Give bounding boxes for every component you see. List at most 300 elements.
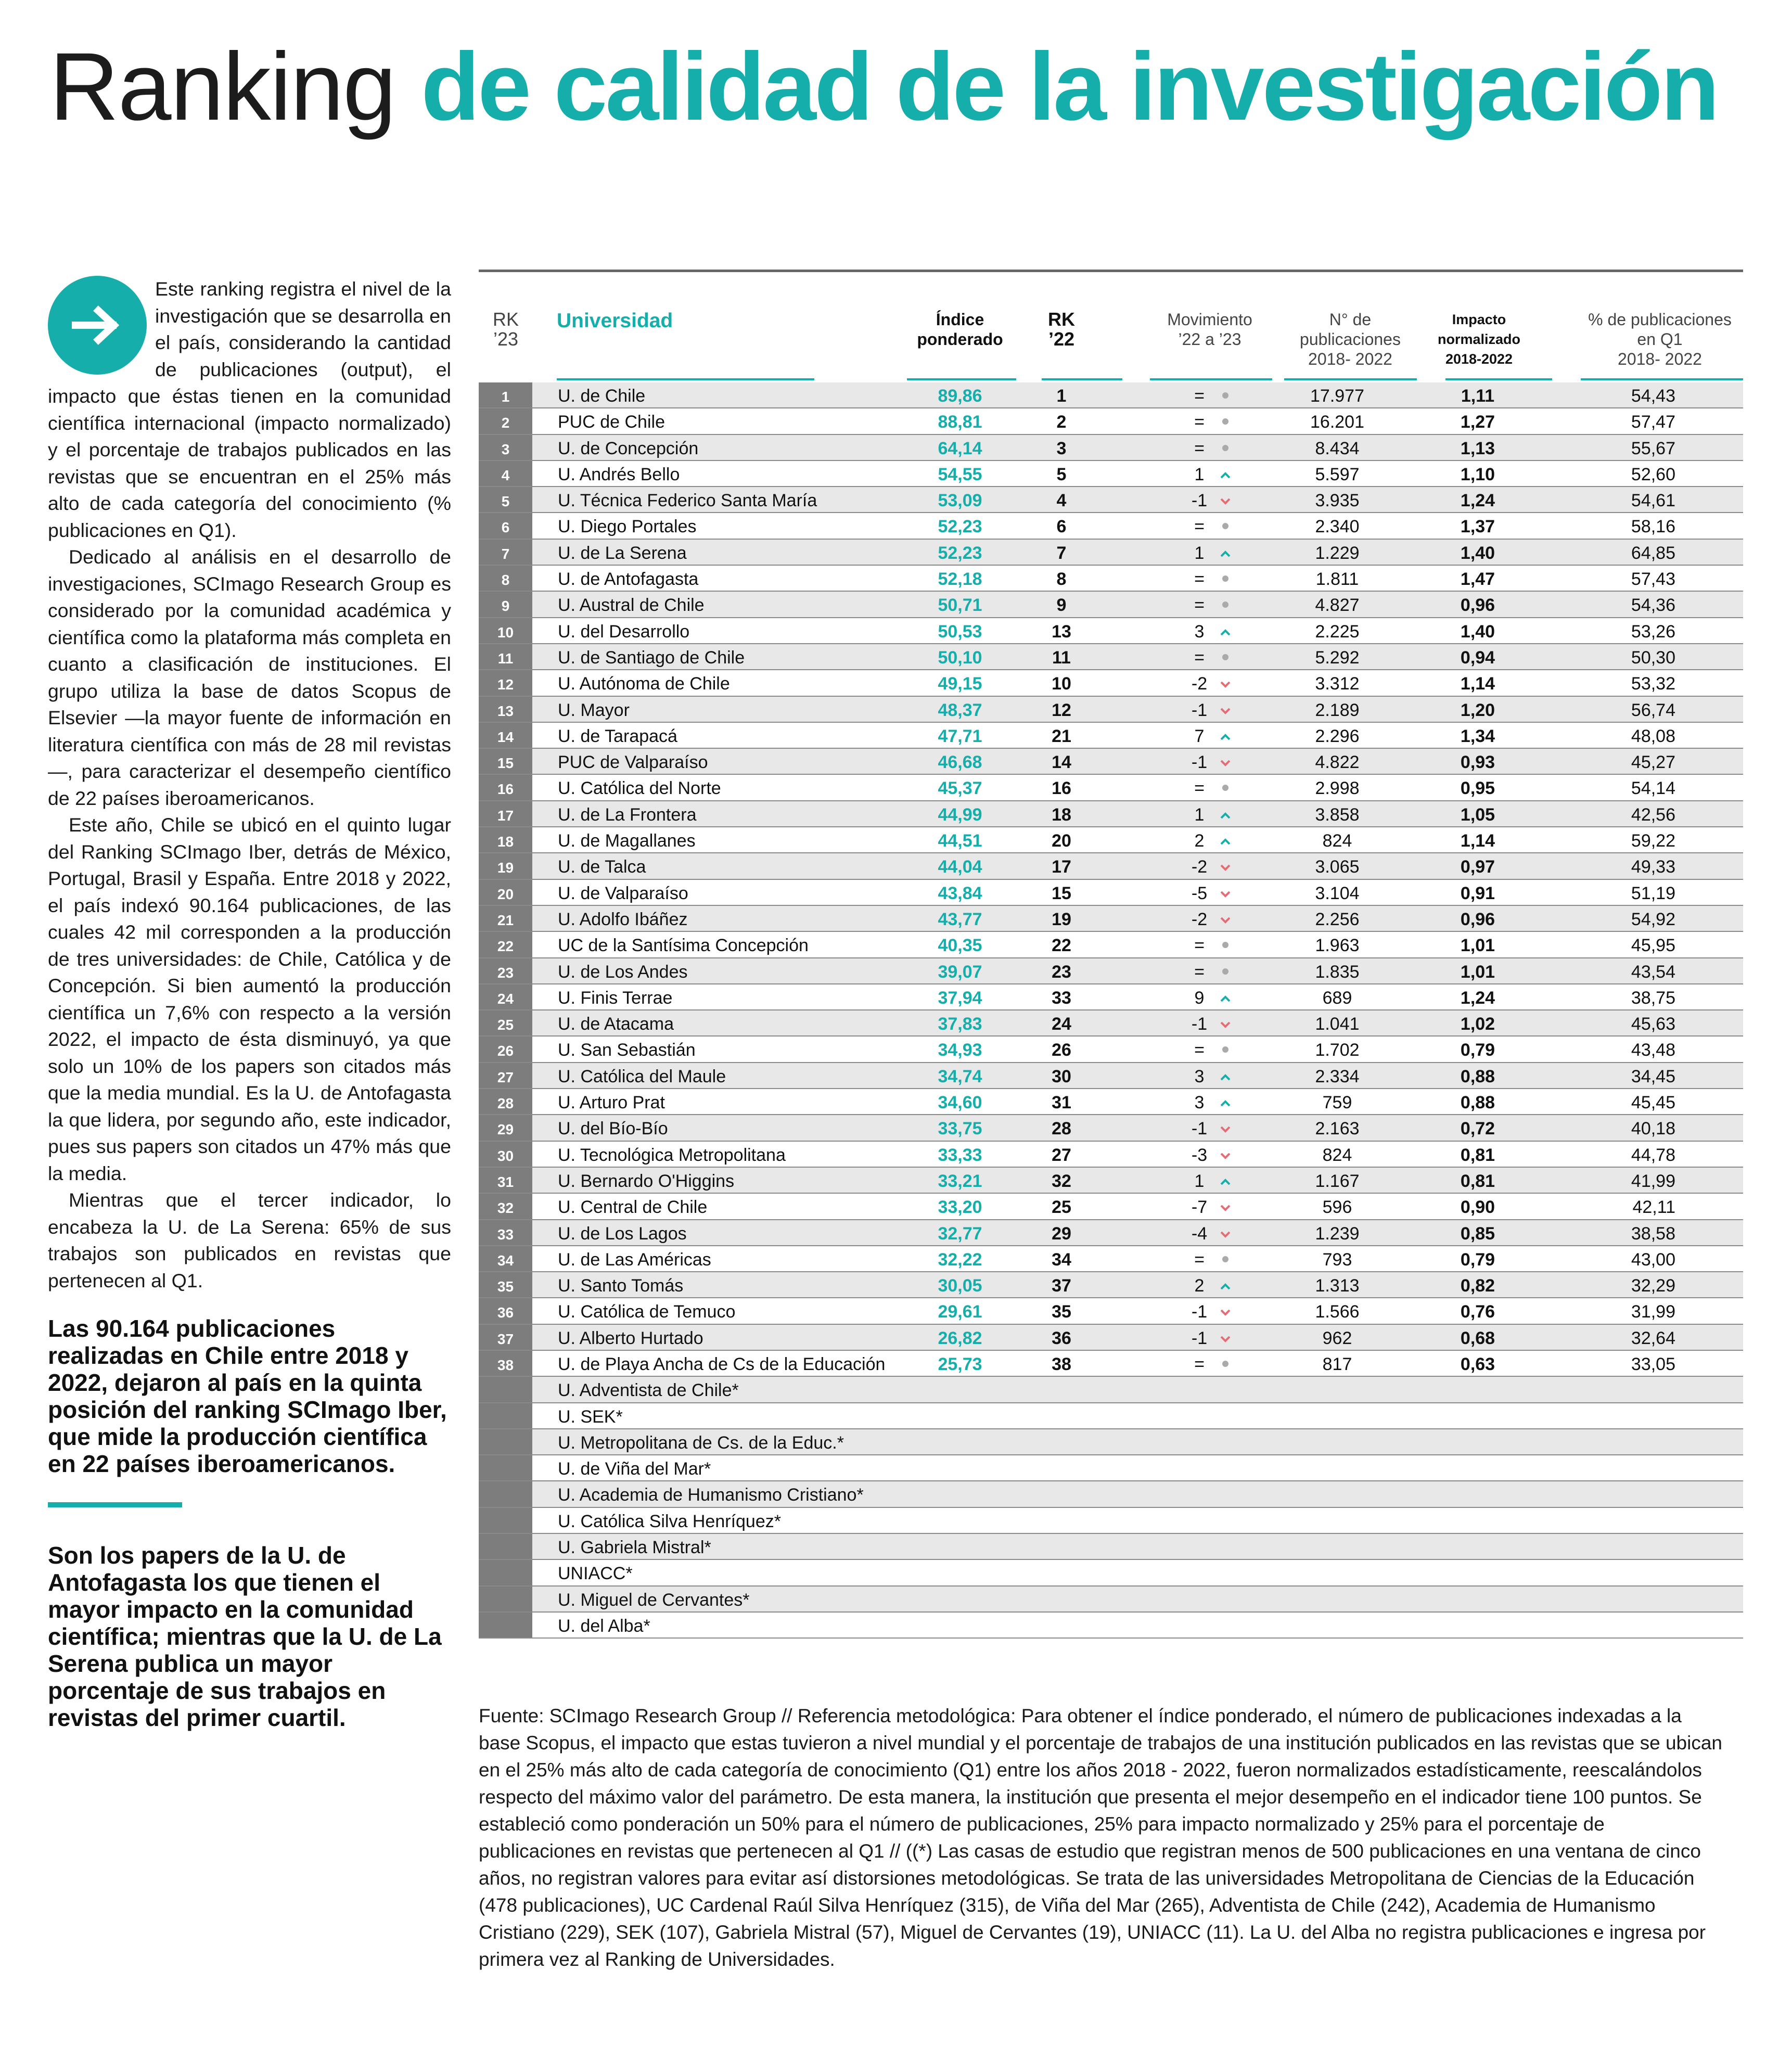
rank-cell: 5 bbox=[501, 493, 510, 510]
rank-cell: 32 bbox=[497, 1200, 514, 1217]
university-name: U. de Playa Ancha de Cs de la Educación bbox=[558, 1354, 886, 1374]
q1-percentage: 54,36 bbox=[1631, 595, 1675, 616]
dot-icon bbox=[1218, 439, 1233, 458]
table-row bbox=[479, 540, 1743, 566]
indice-ponderado: 44,51 bbox=[938, 831, 982, 851]
row-background bbox=[532, 1010, 1743, 1035]
q1-percentage: 45,95 bbox=[1631, 936, 1675, 956]
rk22-cell: 23 bbox=[1052, 962, 1071, 982]
movement-value: -1 bbox=[1191, 700, 1208, 720]
dot-icon bbox=[1218, 962, 1233, 982]
movement-value: 1 bbox=[1194, 464, 1205, 484]
publications-count: 817 bbox=[1322, 1354, 1352, 1374]
impacto-normalizado: 0,88 bbox=[1460, 1066, 1495, 1086]
movement-value: 3 bbox=[1194, 1093, 1205, 1113]
movement-value: 2 bbox=[1194, 831, 1205, 851]
university-name: U. de Talca bbox=[558, 857, 646, 877]
impacto-normalizado: 0,96 bbox=[1460, 595, 1495, 616]
chevron-up-icon bbox=[1218, 543, 1233, 563]
header-underline bbox=[1284, 378, 1417, 380]
publications-count: 16.201 bbox=[1310, 412, 1364, 432]
header-movimiento: Movimiento ’22 a ’23 bbox=[1167, 310, 1252, 349]
table-row bbox=[479, 1142, 1743, 1168]
table-row bbox=[479, 932, 1743, 958]
chevron-down-icon bbox=[1218, 1224, 1233, 1244]
row-background bbox=[532, 853, 1743, 878]
publications-count: 2.296 bbox=[1315, 726, 1360, 746]
row-background bbox=[532, 540, 1743, 565]
table-row bbox=[479, 461, 1743, 487]
row-background bbox=[532, 697, 1743, 722]
movement-value: 9 bbox=[1194, 988, 1205, 1008]
indice-ponderado: 52,23 bbox=[938, 543, 982, 563]
chevron-down-icon bbox=[1218, 910, 1233, 929]
university-name: U. de Concepción bbox=[558, 438, 699, 458]
header-underline bbox=[1042, 378, 1122, 380]
university-name: U. San Sebastián bbox=[558, 1040, 696, 1060]
university-name: U. Gabriela Mistral* bbox=[558, 1538, 711, 1558]
q1-percentage: 43,54 bbox=[1631, 962, 1675, 982]
university-name: U. Finis Terrae bbox=[558, 988, 673, 1008]
q1-percentage: 31,99 bbox=[1631, 1302, 1675, 1322]
table-row bbox=[479, 1272, 1743, 1298]
header-q1: % de publicaciones en Q1 2018- 2022 bbox=[1588, 310, 1732, 368]
publications-count: 1.167 bbox=[1315, 1171, 1360, 1191]
rk22-cell: 4 bbox=[1056, 491, 1067, 511]
table-row bbox=[479, 1115, 1743, 1141]
row-background bbox=[532, 1272, 1743, 1297]
publications-count: 1.239 bbox=[1315, 1223, 1360, 1244]
indice-ponderado: 34,60 bbox=[938, 1093, 982, 1113]
movement-value: = bbox=[1194, 778, 1205, 799]
publications-count: 2.998 bbox=[1315, 778, 1360, 799]
rk22-cell: 13 bbox=[1052, 621, 1071, 642]
movement-value: = bbox=[1194, 936, 1205, 956]
rk22-cell: 1 bbox=[1056, 386, 1067, 406]
header-underline bbox=[907, 378, 1016, 380]
row-background bbox=[532, 749, 1743, 774]
rank-cell: 1 bbox=[501, 389, 510, 405]
row-background bbox=[532, 382, 1743, 407]
university-name: U. del Bío-Bío bbox=[558, 1119, 668, 1139]
university-name: U. Autónoma de Chile bbox=[558, 674, 730, 694]
q1-percentage: 45,63 bbox=[1631, 1014, 1675, 1034]
movement-value: = bbox=[1194, 962, 1205, 982]
q1-percentage: 42,56 bbox=[1631, 804, 1675, 825]
publications-count: 962 bbox=[1322, 1328, 1352, 1348]
rank-cell: 4 bbox=[501, 467, 510, 483]
table-row bbox=[479, 1220, 1743, 1246]
rk22-cell: 30 bbox=[1052, 1066, 1071, 1086]
publications-count: 3.065 bbox=[1315, 857, 1360, 877]
q1-percentage: 49,33 bbox=[1631, 857, 1675, 877]
indice-ponderado: 48,37 bbox=[938, 700, 982, 720]
arrow-right-icon bbox=[48, 276, 147, 375]
chevron-down-icon bbox=[1218, 857, 1233, 877]
impacto-normalizado: 1,40 bbox=[1460, 621, 1495, 642]
university-name: U. Miguel de Cervantes* bbox=[558, 1590, 750, 1610]
dot-icon bbox=[1218, 569, 1233, 589]
impacto-normalizado: 1,24 bbox=[1460, 491, 1495, 511]
indice-ponderado: 50,53 bbox=[938, 621, 982, 642]
rk22-cell: 16 bbox=[1052, 778, 1071, 799]
rank-cell: 18 bbox=[497, 834, 514, 850]
chevron-down-icon bbox=[1218, 491, 1233, 510]
movement-value: -1 bbox=[1191, 1014, 1208, 1034]
dot-icon bbox=[1218, 386, 1233, 406]
q1-percentage: 43,48 bbox=[1631, 1040, 1675, 1060]
movement-value: 7 bbox=[1194, 726, 1205, 746]
intro-paragraph-4: Mientras que el tercer indicador, lo encabeza la U. de La Serena: 65% de sus trabajos son publicados en revistas que pertenecen al Q1. bbox=[48, 1189, 451, 1291]
university-name: UNIACC* bbox=[558, 1564, 633, 1584]
impacto-normalizado: 1,37 bbox=[1460, 517, 1495, 537]
publications-count: 2.256 bbox=[1315, 909, 1360, 929]
movement-value: -4 bbox=[1191, 1223, 1208, 1244]
rk22-cell: 31 bbox=[1052, 1093, 1071, 1113]
chevron-down-icon bbox=[1218, 1197, 1233, 1217]
rk22-cell: 5 bbox=[1056, 464, 1067, 484]
rank-cell: 28 bbox=[497, 1095, 514, 1112]
header-underline bbox=[1150, 378, 1272, 380]
university-name: U. Central de Chile bbox=[558, 1197, 708, 1218]
indice-ponderado: 26,82 bbox=[938, 1328, 982, 1348]
intro-paragraph-2: Dedicado al análisis en el desarrollo de investigaciones, SCImago Research Group es considerado por la comunidad académica y científica como la plataforma más completa en cuanto a clasificación de instituciones. El grupo utiliza la base de datos Scopus de Elsevier —la mayor fuente de información en literatura científica con más de 28 mil revistas—, para caracterizar el desempeño científico de 22 países iberoamericanos. bbox=[48, 546, 451, 809]
header-underline bbox=[557, 378, 814, 380]
rk22-cell: 25 bbox=[1052, 1197, 1071, 1218]
chevron-up-icon bbox=[1218, 1067, 1233, 1086]
impacto-normalizado: 0,95 bbox=[1460, 778, 1495, 799]
rk22-cell: 34 bbox=[1052, 1249, 1071, 1270]
chevron-down-icon bbox=[1218, 1302, 1233, 1322]
rk22-cell: 28 bbox=[1052, 1119, 1071, 1139]
university-name: U. Andrés Bello bbox=[558, 464, 680, 484]
university-name: U. SEK* bbox=[558, 1406, 623, 1427]
table-row bbox=[479, 697, 1743, 723]
movement-value: -1 bbox=[1191, 491, 1208, 511]
page-title bbox=[49, 33, 1718, 140]
rank-cell: 31 bbox=[497, 1173, 514, 1190]
q1-percentage: 54,61 bbox=[1631, 491, 1675, 511]
movement-value: = bbox=[1194, 595, 1205, 616]
movement-value: -5 bbox=[1191, 883, 1208, 903]
table-row bbox=[479, 408, 1743, 434]
rank-cell: 38 bbox=[497, 1357, 514, 1373]
impacto-normalizado: 1,24 bbox=[1460, 988, 1495, 1008]
movement-value: -2 bbox=[1191, 857, 1208, 877]
impacto-normalizado: 1,11 bbox=[1461, 386, 1495, 406]
row-background bbox=[532, 1115, 1743, 1140]
publications-count: 1.229 bbox=[1315, 543, 1360, 563]
publications-count: 4.822 bbox=[1315, 752, 1360, 773]
table-body bbox=[479, 382, 1743, 1639]
rank-cell: 23 bbox=[497, 964, 514, 981]
indice-ponderado: 33,33 bbox=[938, 1145, 982, 1165]
impacto-normalizado: 1,01 bbox=[1460, 936, 1495, 956]
movement-value: = bbox=[1194, 438, 1205, 458]
table-row bbox=[479, 853, 1743, 879]
university-name: U. de Chile bbox=[558, 386, 646, 406]
indice-ponderado: 29,61 bbox=[938, 1302, 982, 1322]
q1-percentage: 44,78 bbox=[1631, 1145, 1675, 1165]
dot-icon bbox=[1218, 1354, 1233, 1374]
impacto-normalizado: 0,79 bbox=[1460, 1249, 1495, 1270]
rk22-cell: 20 bbox=[1052, 831, 1071, 851]
rank-cell: 35 bbox=[497, 1278, 514, 1295]
chevron-down-icon bbox=[1218, 674, 1233, 694]
table-row bbox=[479, 1481, 1743, 1507]
university-name: U. Técnica Federico Santa María bbox=[558, 491, 817, 511]
table-row bbox=[479, 827, 1743, 853]
impacto-normalizado: 0,97 bbox=[1460, 857, 1495, 877]
q1-percentage: 54,14 bbox=[1631, 778, 1675, 799]
table-row bbox=[479, 1613, 1743, 1639]
rk22-cell: 36 bbox=[1052, 1328, 1071, 1348]
publications-count: 689 bbox=[1322, 988, 1352, 1008]
table-row bbox=[479, 513, 1743, 539]
rk22-cell: 18 bbox=[1052, 804, 1071, 825]
indice-ponderado: 46,68 bbox=[938, 752, 982, 773]
dot-icon bbox=[1218, 595, 1233, 615]
university-name: U. de Atacama bbox=[558, 1014, 674, 1034]
table-row bbox=[479, 1429, 1743, 1455]
indice-ponderado: 33,21 bbox=[938, 1171, 982, 1191]
university-name: U. Diego Portales bbox=[558, 517, 697, 537]
q1-percentage: 51,19 bbox=[1631, 883, 1675, 903]
movement-value: -2 bbox=[1191, 674, 1208, 694]
rk22-cell: 19 bbox=[1052, 909, 1071, 929]
publications-count: 2.225 bbox=[1315, 621, 1360, 642]
university-name: U. Católica del Norte bbox=[558, 778, 721, 799]
publications-count: 17.977 bbox=[1310, 386, 1364, 406]
rank-cell: 33 bbox=[497, 1226, 514, 1243]
row-background bbox=[532, 435, 1743, 460]
rank-cell: 19 bbox=[497, 860, 514, 876]
university-name: U. de La Frontera bbox=[558, 804, 697, 825]
impacto-normalizado: 0,76 bbox=[1460, 1302, 1495, 1322]
chevron-up-icon bbox=[1218, 988, 1233, 1008]
movement-value: = bbox=[1194, 412, 1205, 432]
impacto-normalizado: 0,81 bbox=[1460, 1171, 1495, 1191]
university-name: U. de Valparaíso bbox=[558, 883, 688, 903]
q1-percentage: 32,29 bbox=[1631, 1276, 1675, 1296]
indice-ponderado: 47,71 bbox=[938, 726, 982, 746]
dot-icon bbox=[1218, 778, 1233, 798]
rank-cell: 8 bbox=[501, 572, 510, 588]
university-name: U. de La Serena bbox=[558, 543, 687, 563]
table-row bbox=[479, 566, 1743, 592]
movement-value: 1 bbox=[1194, 543, 1205, 563]
impacto-normalizado: 1,20 bbox=[1460, 700, 1495, 720]
publications-count: 1.313 bbox=[1315, 1276, 1360, 1296]
indice-ponderado: 52,23 bbox=[938, 517, 982, 537]
impacto-normalizado: 1,10 bbox=[1460, 464, 1495, 484]
q1-percentage: 53,26 bbox=[1631, 621, 1675, 642]
indice-ponderado: 43,77 bbox=[938, 909, 982, 929]
publications-count: 3.104 bbox=[1315, 883, 1360, 903]
intro-column bbox=[48, 276, 451, 1731]
rk22-cell: 24 bbox=[1052, 1014, 1071, 1034]
q1-percentage: 48,08 bbox=[1631, 726, 1675, 746]
rank-cell: 21 bbox=[497, 912, 514, 928]
indice-ponderado: 44,99 bbox=[938, 804, 982, 825]
chevron-up-icon bbox=[1218, 622, 1233, 642]
rk22-cell: 26 bbox=[1052, 1040, 1071, 1060]
row-background bbox=[532, 1325, 1743, 1350]
table-row bbox=[479, 435, 1743, 461]
university-name: U. de Antofagasta bbox=[558, 569, 699, 590]
university-name: U. Católica del Maule bbox=[558, 1066, 726, 1086]
rk22-cell: 21 bbox=[1052, 726, 1071, 746]
university-name: U. Católica Silva Henríquez* bbox=[558, 1511, 781, 1531]
row-background bbox=[532, 1220, 1743, 1245]
table-row bbox=[479, 382, 1743, 408]
row-background bbox=[532, 592, 1743, 617]
indice-ponderado: 33,20 bbox=[938, 1197, 982, 1218]
chevron-up-icon bbox=[1218, 1093, 1233, 1112]
university-name: U. Santo Tomás bbox=[558, 1276, 684, 1296]
chevron-up-icon bbox=[1218, 465, 1233, 484]
header-rk22: RK ’22 bbox=[1048, 309, 1075, 350]
rk22-cell: 15 bbox=[1052, 883, 1071, 903]
q1-percentage: 53,32 bbox=[1631, 674, 1675, 694]
rk22-cell: 29 bbox=[1052, 1223, 1071, 1244]
indice-ponderado: 34,74 bbox=[938, 1066, 982, 1086]
table-row bbox=[479, 1246, 1743, 1272]
indice-ponderado: 37,94 bbox=[938, 988, 982, 1008]
q1-percentage: 52,60 bbox=[1631, 464, 1675, 484]
movement-value: -3 bbox=[1191, 1145, 1208, 1165]
chevron-up-icon bbox=[1218, 1171, 1233, 1191]
indice-ponderado: 39,07 bbox=[938, 962, 982, 982]
rank-cell: 17 bbox=[497, 807, 514, 824]
university-name: U. Adventista de Chile* bbox=[558, 1380, 739, 1401]
rk22-cell: 6 bbox=[1056, 517, 1067, 537]
row-background bbox=[532, 1534, 1743, 1559]
impacto-normalizado: 1,34 bbox=[1460, 726, 1495, 746]
row-background bbox=[532, 958, 1743, 983]
movement-value: = bbox=[1194, 1040, 1205, 1060]
highlight-quote-1: Las 90.164 publicaciones realizadas en Chile entre 2018 y 2022, dejaron al país en la quinta posición del ranking SCImago Iber, que mide la producción científica en 22 países iberoamericanos. bbox=[48, 1315, 447, 1477]
university-name: U. Bernardo O'Higgins bbox=[558, 1171, 735, 1191]
university-name: U. de Santiago de Chile bbox=[558, 647, 745, 668]
publications-count: 1.702 bbox=[1315, 1040, 1360, 1060]
q1-percentage: 40,18 bbox=[1631, 1119, 1675, 1139]
table-row bbox=[479, 801, 1743, 827]
indice-ponderado: 49,15 bbox=[938, 674, 982, 694]
impacto-normalizado: 1,14 bbox=[1460, 674, 1495, 694]
impacto-normalizado: 0,82 bbox=[1460, 1276, 1495, 1296]
header-publicaciones: N° de publicaciones 2018- 2022 bbox=[1300, 310, 1401, 368]
rank-cell: 22 bbox=[497, 938, 514, 955]
publications-count: 793 bbox=[1322, 1249, 1352, 1270]
university-name: U. Austral de Chile bbox=[558, 595, 705, 616]
q1-percentage: 54,92 bbox=[1631, 909, 1675, 929]
impacto-normalizado: 1,27 bbox=[1460, 412, 1495, 432]
highlight-quote-2: Son los papers de la U. de Antofagasta los que tienen el mayor impacto en la comunidad científica; mientras que la U. de La Serena publica un mayor porcentaje de sus trabajos en revistas del primer cuartil. bbox=[48, 1542, 442, 1731]
rank-cell: 16 bbox=[497, 781, 514, 798]
movement-value: 3 bbox=[1194, 621, 1205, 642]
rank-cell: 20 bbox=[497, 886, 514, 902]
rk22-cell: 35 bbox=[1052, 1302, 1071, 1322]
impacto-normalizado: 1,02 bbox=[1460, 1014, 1495, 1034]
dot-icon bbox=[1218, 412, 1233, 432]
table-row bbox=[479, 1351, 1743, 1377]
q1-percentage: 38,58 bbox=[1631, 1223, 1675, 1244]
indice-ponderado: 53,09 bbox=[938, 491, 982, 511]
university-name: U. de Los Lagos bbox=[558, 1223, 687, 1244]
header-underline bbox=[1581, 378, 1743, 380]
table-row bbox=[479, 880, 1743, 906]
rank-cell: 12 bbox=[497, 676, 514, 693]
indice-ponderado: 30,05 bbox=[938, 1276, 982, 1296]
chevron-down-icon bbox=[1218, 1014, 1233, 1034]
publications-count: 759 bbox=[1322, 1093, 1352, 1113]
rk22-cell: 37 bbox=[1052, 1276, 1071, 1296]
indice-ponderado: 89,86 bbox=[938, 386, 982, 406]
impacto-normalizado: 1,40 bbox=[1460, 543, 1495, 563]
publications-count: 1.566 bbox=[1315, 1302, 1360, 1322]
q1-percentage: 64,85 bbox=[1631, 543, 1675, 563]
indice-ponderado: 88,81 bbox=[938, 412, 982, 432]
publications-count: 1.835 bbox=[1315, 962, 1360, 982]
table-row bbox=[479, 1508, 1743, 1534]
q1-percentage: 56,74 bbox=[1631, 700, 1675, 720]
divider bbox=[48, 1502, 182, 1507]
indice-ponderado: 40,35 bbox=[938, 936, 982, 956]
chevron-down-icon bbox=[1218, 884, 1233, 903]
table-row bbox=[479, 749, 1743, 775]
row-background bbox=[532, 906, 1743, 931]
publications-count: 8.434 bbox=[1315, 438, 1360, 458]
chevron-up-icon bbox=[1218, 726, 1233, 746]
row-background bbox=[532, 801, 1743, 826]
chevron-up-icon bbox=[1218, 805, 1233, 825]
header-rk23: RK ’23 bbox=[492, 309, 519, 350]
movement-value: -7 bbox=[1191, 1197, 1208, 1218]
impacto-normalizado: 0,72 bbox=[1460, 1119, 1495, 1139]
movement-value: -2 bbox=[1191, 909, 1208, 929]
rank-cell: 26 bbox=[497, 1043, 514, 1059]
indice-ponderado: 64,14 bbox=[938, 438, 982, 458]
table-row bbox=[479, 618, 1743, 644]
table-row bbox=[479, 1587, 1743, 1613]
indice-ponderado: 52,18 bbox=[938, 569, 982, 590]
impacto-normalizado: 1,47 bbox=[1460, 569, 1495, 590]
rank-cell: 14 bbox=[497, 728, 514, 745]
dot-icon bbox=[1218, 1250, 1233, 1270]
movement-value: 2 bbox=[1194, 1276, 1205, 1296]
rank-cell: 6 bbox=[501, 519, 510, 536]
publications-count: 3.312 bbox=[1315, 674, 1360, 694]
chevron-down-icon bbox=[1218, 1328, 1233, 1348]
table-row bbox=[479, 1063, 1743, 1089]
movement-value: -1 bbox=[1191, 1328, 1208, 1348]
rk22-cell: 33 bbox=[1052, 988, 1071, 1008]
movement-value: = bbox=[1194, 1354, 1205, 1374]
impacto-normalizado: 0,90 bbox=[1460, 1197, 1495, 1218]
university-name: U. de Las Américas bbox=[558, 1249, 711, 1270]
rank-cell: 13 bbox=[497, 702, 514, 719]
q1-percentage: 54,43 bbox=[1631, 386, 1675, 406]
movement-value: = bbox=[1194, 647, 1205, 668]
movement-value: 1 bbox=[1194, 1171, 1205, 1191]
table-row bbox=[479, 1377, 1743, 1403]
impacto-normalizado: 1,14 bbox=[1460, 831, 1495, 851]
chevron-up-icon bbox=[1218, 831, 1233, 851]
impacto-normalizado: 0,79 bbox=[1460, 1040, 1495, 1060]
publications-count: 596 bbox=[1322, 1197, 1352, 1218]
indice-ponderado: 33,75 bbox=[938, 1119, 982, 1139]
